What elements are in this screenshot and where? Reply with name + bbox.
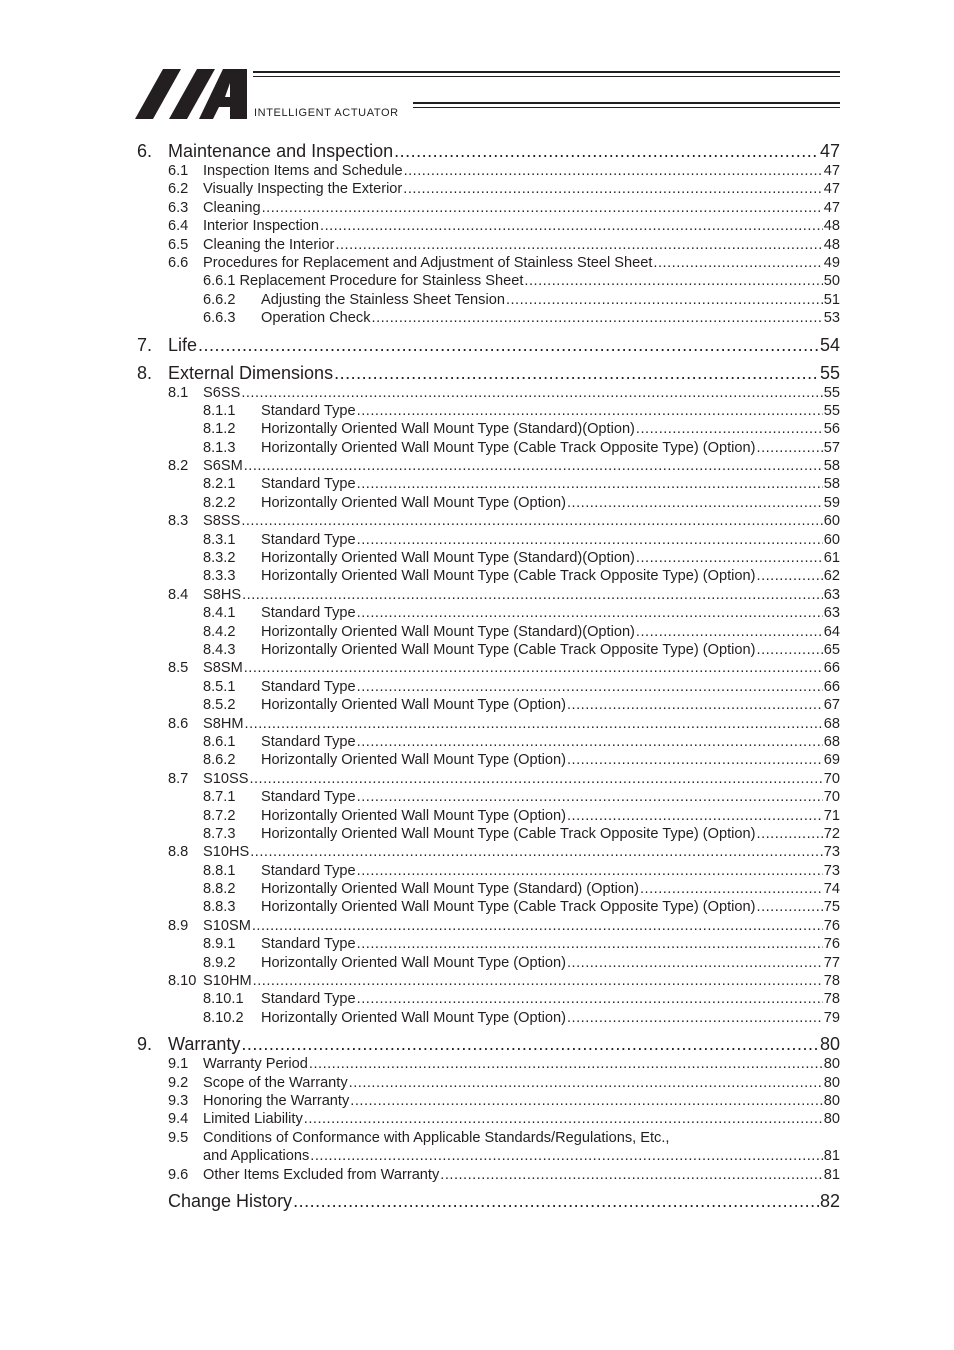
toc-entry[interactable]: [137, 334, 840, 356]
toc-entry-page: 66: [823, 678, 840, 695]
toc-entry-title: Cleaning the Interior: [203, 236, 335, 253]
toc-entry[interactable]: [137, 1129, 840, 1147]
toc-dot-leader: [241, 384, 822, 402]
toc-entry-number: 8.6.1: [203, 733, 236, 750]
iai-logo-icon: [135, 69, 250, 119]
toc-entry-page: 76: [823, 917, 840, 934]
toc-entry-number: 8.7.2: [203, 807, 236, 824]
toc-entry-title: Visually Inspecting the Exterior: [203, 181, 403, 198]
toc-entry[interactable]: [137, 641, 840, 659]
toc-dot-leader: [310, 1147, 822, 1165]
toc-entry-page: 55: [823, 384, 840, 401]
toc-dot-leader: [567, 494, 823, 512]
toc-entry-page: 47: [819, 141, 840, 161]
toc-entry[interactable]: [137, 659, 840, 677]
toc-dot-leader: [567, 807, 823, 825]
toc-dot-leader: [253, 972, 823, 990]
toc-entry-title: S10HM: [203, 973, 252, 990]
toc-entry-page: 67: [823, 697, 840, 714]
toc-entry[interactable]: [137, 475, 840, 493]
toc-entry-page: 59: [823, 494, 840, 511]
toc-dot-leader: [357, 990, 823, 1008]
toc-entry-title: Change History: [168, 1190, 293, 1211]
toc-entry-number: 9.5: [168, 1129, 189, 1146]
toc-entry[interactable]: [137, 623, 840, 641]
toc-entry-page: 55: [823, 402, 840, 419]
toc-entry-title: Honoring the Warranty: [203, 1092, 350, 1109]
toc-dot-leader: [567, 954, 823, 972]
toc-entry[interactable]: [137, 1009, 840, 1027]
toc-entry-page: 71: [823, 807, 840, 824]
toc-entry-number: 8.9.2: [203, 954, 236, 971]
toc-entry-title: Horizontally Oriented Wall Mount Type (Cable Track Opposite Type) (Option): [261, 568, 756, 585]
toc-entry[interactable]: [137, 1147, 840, 1165]
toc-entry-page: 47: [823, 181, 840, 198]
toc-entry[interactable]: [137, 696, 840, 714]
toc-entry[interactable]: [137, 236, 840, 254]
toc-dot-leader: [244, 457, 823, 475]
toc-entry-title: Horizontally Oriented Wall Mount Type (Option): [261, 807, 566, 824]
toc-entry[interactable]: [137, 751, 840, 769]
toc-entry-title: Standard Type: [261, 991, 356, 1008]
toc-entry-number: 8.7: [168, 770, 189, 787]
toc-entry-number: 8.2.1: [203, 476, 236, 493]
toc-dot-leader: [394, 140, 819, 162]
toc-entry-number: 6.4: [168, 218, 189, 235]
toc-dot-leader: [567, 1009, 823, 1027]
toc-entry-number: 6.2: [168, 181, 189, 198]
toc-dot-leader: [757, 567, 823, 585]
toc-entry-number: 9.4: [168, 1111, 189, 1128]
toc-entry[interactable]: [137, 862, 840, 880]
toc-dot-leader: [524, 272, 822, 290]
toc-entry[interactable]: [137, 291, 840, 309]
toc-entry[interactable]: [137, 457, 840, 475]
toc-entry[interactable]: [137, 880, 840, 898]
toc-entry-number: 8.8.2: [203, 881, 236, 898]
toc-entry-page: 80: [819, 1034, 840, 1055]
toc-entry-number: 9.6: [168, 1166, 189, 1183]
toc-dot-leader: [567, 751, 823, 769]
toc-entry-number: 9.3: [168, 1092, 189, 1109]
toc-entry-page: 62: [823, 568, 840, 585]
toc-entry[interactable]: [137, 162, 840, 180]
toc-dot-leader: [309, 1055, 823, 1073]
toc-entry[interactable]: [137, 272, 840, 290]
toc-entry-number: 8.1: [168, 384, 189, 401]
toc-entry-title: Horizontally Oriented Wall Mount Type (Cable Track Opposite Type) (Option): [261, 439, 756, 456]
toc-entry[interactable]: [137, 604, 840, 622]
toc-dot-leader: [320, 217, 823, 235]
toc-entry-number: 8.5.1: [203, 678, 236, 695]
toc-entry-page: 73: [823, 844, 840, 861]
toc-entry-title: Standard Type: [261, 936, 356, 953]
toc-entry-title: S8SM: [203, 660, 243, 677]
toc-entry-page: 68: [823, 715, 840, 732]
toc-entry-page: 47: [823, 199, 840, 216]
toc-entry-title: Horizontally Oriented Wall Mount Type (Standard)(Option): [261, 421, 635, 438]
toc-dot-leader: [757, 439, 823, 457]
toc-entry-page: 73: [823, 862, 840, 879]
toc-entry[interactable]: [137, 384, 840, 402]
toc-entry-title: Scope of the Warranty: [203, 1074, 348, 1091]
header-rule-lower: [413, 102, 840, 104]
toc-entry-page: 79: [823, 1009, 840, 1026]
toc-entry-page: 80: [823, 1111, 840, 1128]
toc-entry-page: 47: [823, 163, 840, 179]
toc-entry[interactable]: [137, 825, 840, 843]
toc-dot-leader: [357, 475, 823, 493]
toc-dot-leader: [640, 880, 823, 898]
toc-entry-title: Interior Inspection: [203, 218, 320, 235]
toc-entry-page: 61: [823, 550, 840, 567]
toc-dot-leader: [636, 549, 823, 567]
toc-dot-leader: [757, 898, 823, 916]
toc-entry-title: Standard Type: [261, 605, 356, 622]
toc-entry-title: Standard Type: [261, 402, 356, 419]
toc-entry[interactable]: [137, 1033, 840, 1055]
toc-dot-leader: [757, 825, 823, 843]
toc-entry-page: 55: [819, 362, 840, 383]
toc-entry[interactable]: [137, 770, 840, 788]
toc-dot-leader: [241, 1033, 819, 1055]
toc-entry-number: 8.4: [168, 586, 189, 603]
toc-entry-title: Horizontally Oriented Wall Mount Type (Option): [261, 954, 566, 971]
toc-dot-leader: [357, 935, 823, 953]
toc-entry[interactable]: [137, 1166, 840, 1184]
toc-entry-title: Horizontally Oriented Wall Mount Type (Option): [261, 697, 566, 714]
toc-dot-leader: [357, 733, 823, 751]
toc-entry-number: 8.5.2: [203, 697, 236, 714]
toc-entry-title: S6SS: [203, 384, 241, 401]
toc-entry[interactable]: [137, 439, 840, 457]
toc-entry-number: 8.4.2: [203, 623, 236, 640]
toc-entry-title: Horizontally Oriented Wall Mount Type (Standard)(Option): [261, 550, 635, 567]
toc-entry[interactable]: [137, 1190, 840, 1212]
toc-entry-title: S8HS: [203, 586, 242, 603]
toc-entry-page: 77: [823, 954, 840, 971]
toc-entry-number: 8.10.2: [203, 1009, 244, 1026]
toc-entry-number: 8.: [137, 362, 153, 383]
toc-entry-page: 48: [823, 218, 840, 235]
toc-dot-leader: [357, 862, 823, 880]
toc-entry-number: 8.2: [168, 458, 189, 475]
toc-entry-page: 75: [823, 899, 840, 916]
toc-entry-title: Warranty: [168, 1034, 241, 1055]
toc-entry-number: 6.5: [168, 236, 189, 253]
toc-entry-number: 9.1: [168, 1056, 189, 1073]
toc-entry-page: 51: [823, 291, 840, 308]
toc-entry[interactable]: [137, 678, 840, 696]
toc-entry-number: 8.10: [168, 973, 197, 990]
toc-entry-number: 9.2: [168, 1074, 189, 1091]
toc-entry-number: 6.: [137, 141, 153, 161]
toc-entry-page: 63: [823, 605, 840, 622]
toc-entry[interactable]: [137, 733, 840, 751]
toc-entry-title: Warranty Period: [203, 1056, 308, 1073]
toc-entry-page: 60: [823, 513, 840, 530]
toc-entry-page: 53: [823, 310, 840, 327]
toc-entry-page: 57: [823, 439, 840, 456]
toc-entry-number: 6.3: [168, 199, 189, 216]
toc-entry[interactable]: [137, 1110, 840, 1128]
toc-entry-title: Replacement Procedure for Stainless Sheet: [239, 273, 524, 290]
toc-entry-title: Life: [168, 334, 198, 355]
header-rule-bottom: [413, 107, 840, 108]
toc-dot-leader: [198, 334, 819, 356]
toc-entry[interactable]: [137, 917, 840, 935]
toc-entry-number: 8.4.3: [203, 641, 236, 658]
toc-entry-title: Adjusting the Stainless Sheet Tension: [261, 291, 505, 308]
toc-dot-leader: [262, 199, 823, 217]
toc-entry[interactable]: [137, 494, 840, 512]
toc-entry-number: 8.10.1: [203, 991, 244, 1008]
toc-entry-number: 8.7.1: [203, 789, 236, 806]
brand-name: INTELLIGENT ACTUATOR: [254, 107, 399, 119]
toc-entry-title: Limited Liability: [203, 1111, 303, 1128]
toc-entry-page: 70: [823, 789, 840, 806]
toc-entry-title: Procedures for Replacement and Adjustment of Stainless Steel Sheet: [203, 254, 653, 271]
toc-entry-title: Horizontally Oriented Wall Mount Type (Option): [261, 1009, 566, 1026]
toc-dot-leader: [403, 180, 822, 198]
toc-dot-leader: [335, 236, 822, 254]
toc-entry[interactable]: [137, 199, 840, 217]
toc-entry-number: 8.3.3: [203, 568, 236, 585]
toc-dot-leader: [506, 291, 823, 309]
toc-entry-number: 8.1.2: [203, 421, 236, 438]
toc-entry[interactable]: [137, 972, 840, 990]
toc-entry[interactable]: [137, 788, 840, 806]
toc-entry-page: 50: [823, 273, 840, 290]
toc-entry[interactable]: [137, 567, 840, 585]
toc-entry-page: 64: [823, 623, 840, 640]
toc-entry-title: Standard Type: [261, 862, 356, 879]
toc-entry-title: Cleaning: [203, 199, 261, 216]
toc-entry[interactable]: [137, 309, 840, 327]
toc-dot-leader: [245, 715, 823, 733]
toc-entry-title: S8HM: [203, 715, 244, 732]
header-rule-top: [253, 71, 840, 73]
toc-dot-leader: [357, 402, 823, 420]
toc-entry[interactable]: [137, 990, 840, 1008]
toc-entry-page: 66: [823, 660, 840, 677]
toc-entry-number: 8.9: [168, 917, 189, 934]
toc-entry-title: Standard Type: [261, 476, 356, 493]
toc-entry[interactable]: [137, 935, 840, 953]
toc-dot-leader: [357, 788, 823, 806]
toc-entry[interactable]: [137, 715, 840, 733]
toc-entry[interactable]: [137, 402, 840, 420]
toc-entry-page: 60: [823, 531, 840, 548]
toc-entry[interactable]: [137, 807, 840, 825]
toc-entry-number: 8.9.1: [203, 936, 236, 953]
toc-entry-page: 58: [823, 458, 840, 475]
toc-entry-number: 8.5: [168, 660, 189, 677]
toc-entry[interactable]: [137, 1074, 840, 1092]
toc-dot-leader: [404, 162, 823, 180]
toc-entry-page: 82: [819, 1190, 840, 1211]
toc-entry-number: 8.6: [168, 715, 189, 732]
toc-entry-title: Horizontally Oriented Wall Mount Type (Cable Track Opposite Type) (Option): [261, 899, 756, 916]
toc-entry-title: External Dimensions: [168, 362, 334, 383]
toc-entry-page: 70: [823, 770, 840, 787]
toc-entry-page: 81: [823, 1148, 840, 1165]
toc-entry-page: 68: [823, 733, 840, 750]
toc-entry-page: 69: [823, 752, 840, 769]
toc-dot-leader: [357, 604, 823, 622]
toc-entry-page: 81: [823, 1166, 840, 1183]
toc-entry-number: 7.: [137, 334, 153, 355]
toc-entry[interactable]: [137, 1092, 840, 1110]
toc-dot-leader: [244, 659, 823, 677]
toc-dot-leader: [242, 586, 823, 604]
toc-entry-title: Horizontally Oriented Wall Mount Type (Cable Track Opposite Type) (Option): [261, 825, 756, 842]
toc-entry-title: Horizontally Oriented Wall Mount Type (Cable Track Opposite Type) (Option): [261, 641, 756, 658]
toc-dot-leader: [653, 254, 822, 272]
toc-entry-page: 54: [819, 334, 840, 355]
toc-entry[interactable]: [137, 420, 840, 438]
toc-entry[interactable]: [137, 140, 840, 162]
toc-dot-leader: [304, 1110, 823, 1128]
toc-entry-title: Standard Type: [261, 678, 356, 695]
toc-entry-number: 6.1: [168, 163, 189, 179]
toc-entry[interactable]: [137, 531, 840, 549]
toc-dot-leader: [357, 678, 823, 696]
toc-entry-number: 6.6.2: [203, 291, 236, 308]
toc-entry-page: 78: [823, 991, 840, 1008]
toc-entry-page: 78: [823, 973, 840, 990]
toc-entry-number: 8.8.3: [203, 899, 236, 916]
toc-entry-title: S8SS: [203, 513, 241, 530]
toc-entry[interactable]: [137, 180, 840, 198]
toc-entry-title: Other Items Excluded from Warranty: [203, 1166, 440, 1183]
toc-entry-number: 8.6.2: [203, 752, 236, 769]
toc-entry[interactable]: [137, 1055, 840, 1073]
toc-entry[interactable]: [137, 898, 840, 916]
toc-dot-leader: [440, 1166, 822, 1184]
toc-entry-title: Standard Type: [261, 531, 356, 548]
toc-entry-number: 8.1.1: [203, 402, 236, 419]
toc-entry-page: 80: [823, 1092, 840, 1109]
toc-dot-leader: [567, 696, 823, 714]
toc-dot-leader: [250, 843, 823, 861]
toc-entry-number: 8.3.2: [203, 550, 236, 567]
toc-entry-number: 8.7.3: [203, 825, 236, 842]
toc-dot-leader: [357, 531, 823, 549]
toc-entry-number: 8.8: [168, 844, 189, 861]
toc-entry[interactable]: [137, 362, 840, 384]
toc-entry-title: Inspection Items and Schedule: [203, 163, 403, 179]
toc-dot-leader: [636, 420, 823, 438]
toc-dot-leader: [349, 1074, 823, 1092]
toc-entry-page: 58: [823, 476, 840, 493]
toc-entry-title: S10SS: [203, 770, 249, 787]
toc-entry-number: 8.4.1: [203, 605, 236, 622]
toc-entry[interactable]: [137, 217, 840, 235]
toc-entry[interactable]: [137, 549, 840, 567]
toc-dot-leader: [252, 917, 823, 935]
toc-entry-number: 8.8.1: [203, 862, 236, 879]
toc-entry-number: 8.2.2: [203, 494, 236, 511]
toc-dot-leader: [372, 309, 823, 327]
toc-entry-title: and Applications: [203, 1148, 310, 1165]
toc-entry-page: 74: [823, 881, 840, 898]
toc-entry-title: S6SM: [203, 458, 243, 475]
table-of-contents: [137, 140, 840, 1212]
toc-entry[interactable]: [137, 843, 840, 861]
toc-entry[interactable]: [137, 512, 840, 530]
toc-dot-leader: [293, 1190, 819, 1212]
toc-dot-leader: [249, 770, 822, 788]
toc-dot-leader: [757, 641, 823, 659]
toc-entry-number: 8.3.1: [203, 531, 236, 548]
toc-entry-page: 80: [823, 1074, 840, 1091]
toc-dot-leader: [636, 623, 823, 641]
toc-dot-leader: [241, 512, 822, 530]
toc-dot-leader: [350, 1092, 822, 1110]
toc-entry-title: Horizontally Oriented Wall Mount Type (Standard) (Option): [261, 881, 639, 898]
toc-entry-title: Maintenance and Inspection: [168, 141, 394, 161]
toc-entry-title: Horizontally Oriented Wall Mount Type (Option): [261, 494, 566, 511]
header-rule-mid: [253, 76, 840, 77]
toc-entry-title: S10HS: [203, 844, 250, 861]
toc-entry-page: 56: [823, 421, 840, 438]
toc-entry[interactable]: [137, 586, 840, 604]
toc-entry-page: 65: [823, 641, 840, 658]
toc-entry-title: Standard Type: [261, 789, 356, 806]
toc-entry-number: 6.6.1: [203, 273, 236, 290]
toc-entry-page: 72: [823, 825, 840, 842]
toc-entry-title: Horizontally Oriented Wall Mount Type (Standard)(Option): [261, 623, 635, 640]
toc-dot-leader: [334, 362, 819, 384]
toc-entry-number: 8.3: [168, 513, 189, 530]
toc-entry-number: 6.6: [168, 254, 189, 271]
toc-entry-number: 6.6.3: [203, 310, 236, 327]
toc-entry-title: Conditions of Conformance with Applicable Standards/Regulations, Etc.,: [203, 1129, 670, 1146]
toc-entry-page: 76: [823, 936, 840, 953]
toc-entry-page: 63: [823, 586, 840, 603]
toc-entry-page: 48: [823, 236, 840, 253]
toc-entry-title: S10SM: [203, 917, 251, 934]
toc-entry-number: 9.: [137, 1034, 153, 1055]
toc-entry-title: Horizontally Oriented Wall Mount Type (Option): [261, 752, 566, 769]
page-header: [135, 66, 840, 122]
toc-entry-number: 8.1.3: [203, 439, 236, 456]
toc-entry-page: 49: [823, 254, 840, 271]
toc-entry-title: Standard Type: [261, 733, 356, 750]
toc-entry[interactable]: [137, 954, 840, 972]
toc-entry[interactable]: [137, 254, 840, 272]
toc-entry-page: 80: [823, 1056, 840, 1073]
toc-entry-title: Operation Check: [261, 310, 371, 327]
